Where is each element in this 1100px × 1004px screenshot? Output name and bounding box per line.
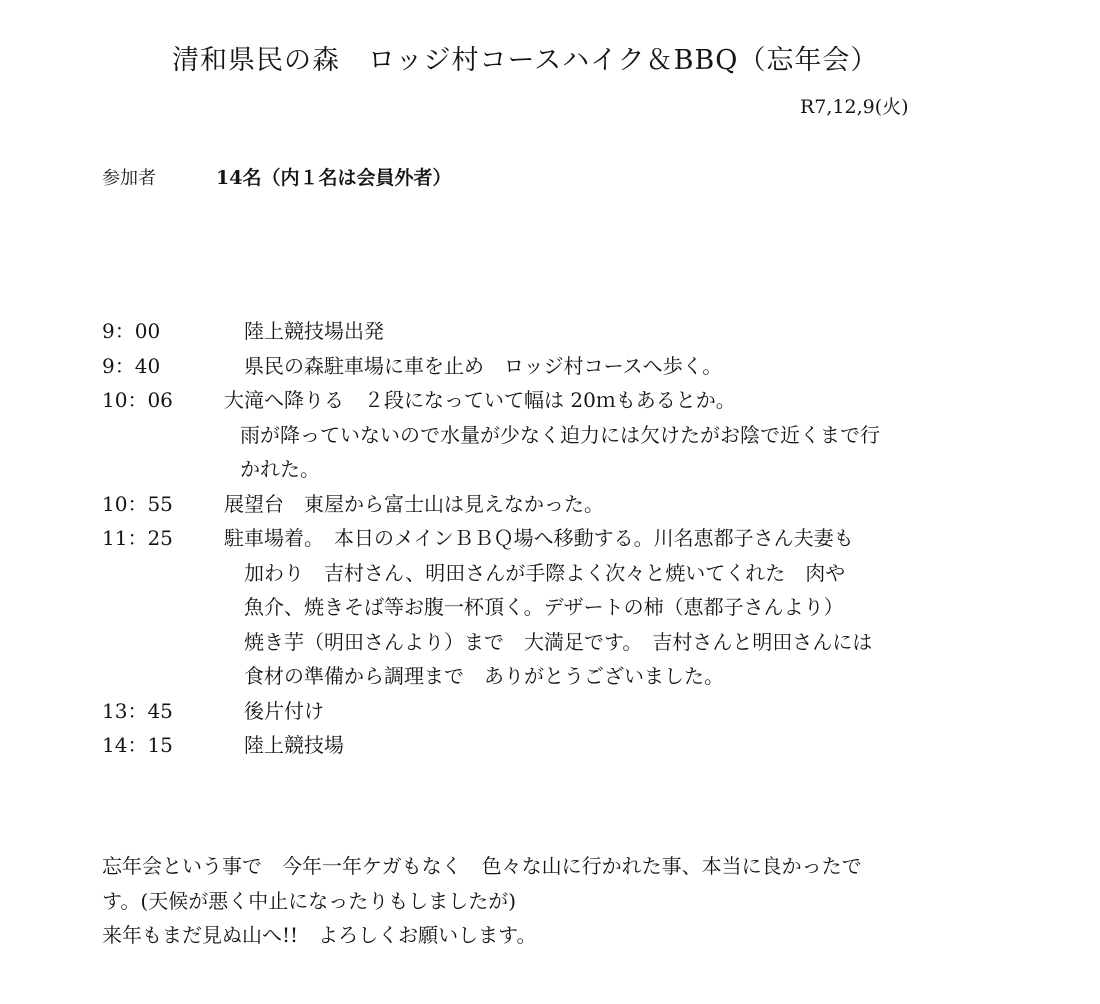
participants-label: 参加者 [102,168,156,189]
schedule-text: 県民の森駐車場に車を止め ロッジ村コースへ歩く。 [224,353,723,378]
schedule-text: 後片付け [224,698,324,723]
schedule-time: 11：25 [102,526,173,550]
schedule-time: 13：45 [102,698,173,723]
schedule-time: 14：15 [102,733,173,757]
schedule-row [102,728,1002,763]
closing-line: 来年もまだ見ぬ山へ!! よろしくお願いします。 [102,923,537,947]
schedule-row [102,314,1002,349]
schedule-time: 9：40 [102,353,161,378]
schedule-continuation: 魚介、焼きそば等お腹一杯頂く。デザートの柿（恵都子さんより） [244,595,844,619]
schedule-continuation: 焼き芋（明田さんより）まで 大満足です。 吉村さんと明田さんには [244,629,873,654]
schedule-text: 展望台 東屋から富士山は見えなかった。 [224,491,604,516]
schedule-time: 10：55 [102,491,173,516]
participants-line [102,163,451,190]
schedule-row [102,383,1002,418]
closing-line: す。(天候が悪く中止になったりもしましたが) [102,888,517,913]
schedule-text: 陸上競技場 [224,733,344,757]
schedule-continuation: かれた。 [240,457,320,481]
schedule-text: 駐車場着。 本日のメインＢＢＱ場へ移動する。川名恵都子さん夫妻も [224,526,854,550]
schedule-continuation: 雨が降っていないので水量が少なく迫力には欠けたがお陰で近くまで行 [240,422,880,447]
schedule [102,314,1002,763]
schedule-time: 10：06 [102,388,173,412]
schedule-continuation: 食材の準備から調理まで ありがとうございました。 [244,664,724,688]
schedule-time: 9：00 [102,319,161,343]
schedule-row [102,487,1002,522]
closing-line: 忘年会という事で 今年一年ケガもなく 色々な山に行かれた事、本当に良かったで [102,854,862,878]
schedule-row [102,349,1002,384]
schedule-row [102,694,1002,729]
closing-remarks [102,849,862,953]
document-title: 清和県民の森 ロッジ村コースハイク＆BBQ（忘年会） [172,45,879,76]
participants-value: 14名（内１名は会員外者） [216,167,452,189]
schedule-text: 大滝へ降りる ２段になっていて幅は 20ｍもあるとか。 [224,388,736,412]
schedule-row [102,521,1002,556]
schedule-text: 陸上競技場出発 [224,319,384,343]
document-date: R7,12,9(火) [800,96,909,118]
schedule-continuation: 加わり 吉村さん、明田さんが手際よく次々と焼いてくれた 肉や [244,560,846,585]
